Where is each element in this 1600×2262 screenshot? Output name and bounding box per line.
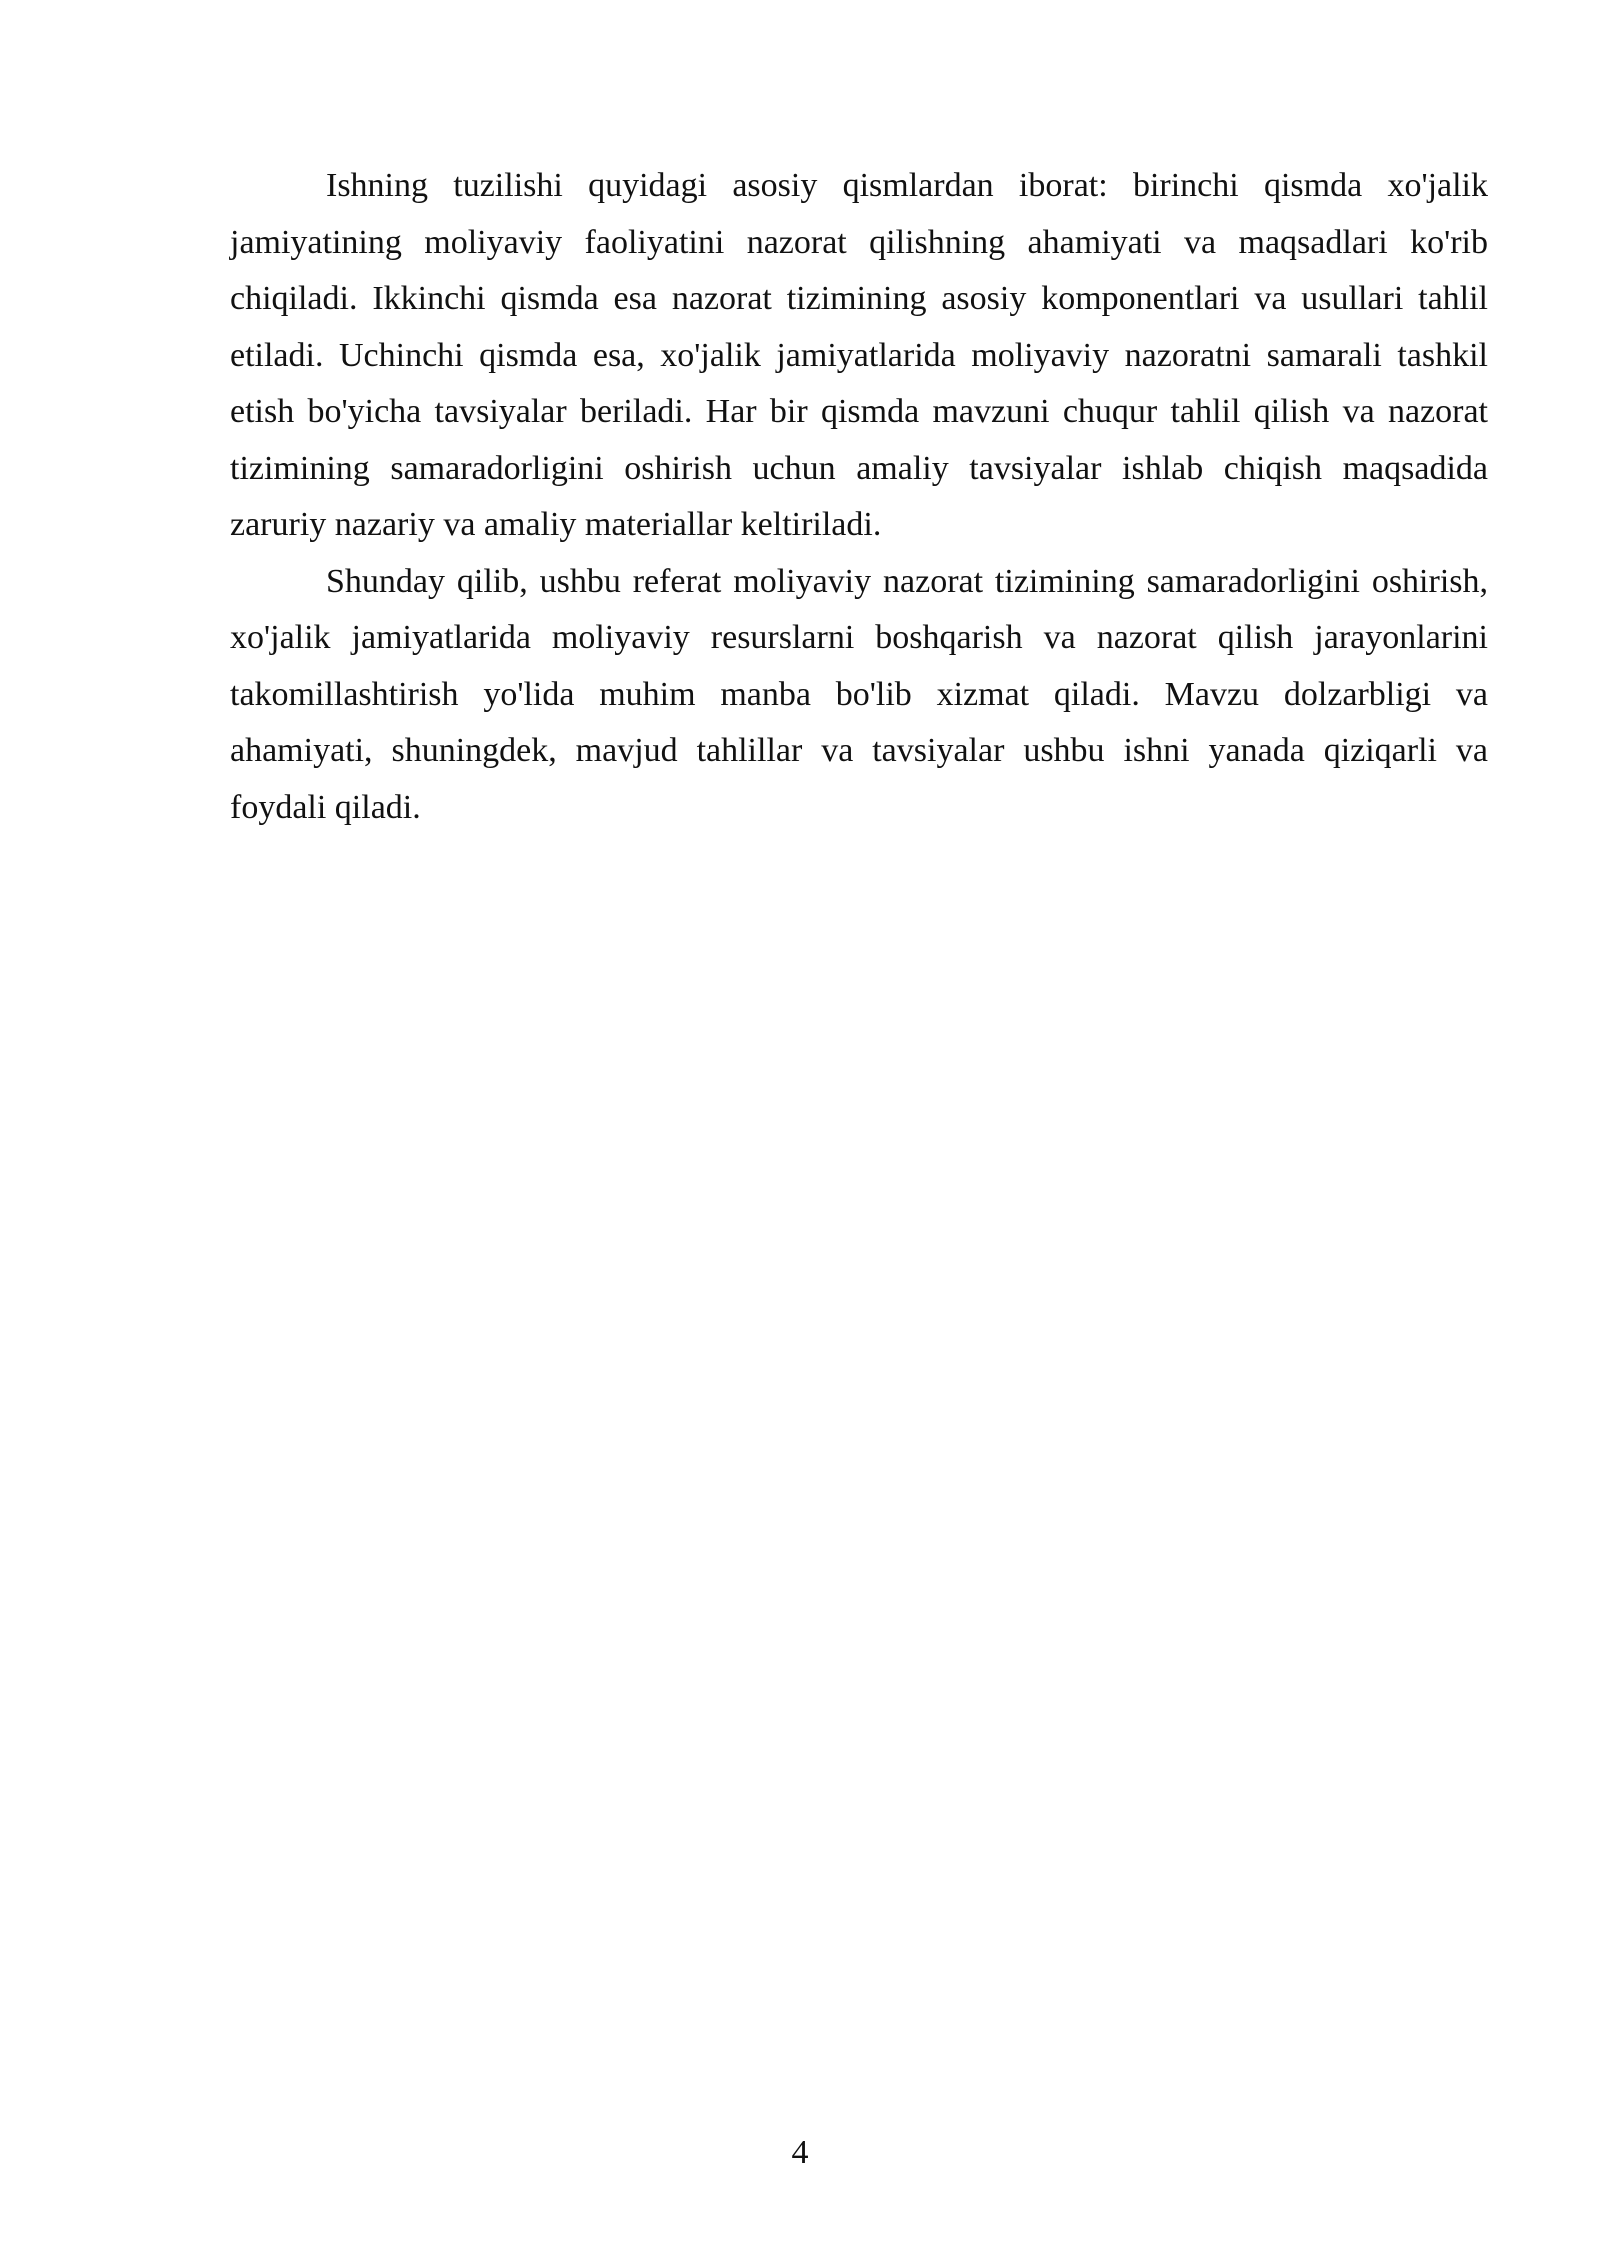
document-body — [230, 158, 1488, 836]
paragraph-structure: Ishning tuzilishi quyidagi asosiy qismlardan iborat: birinchi qismda xo'jalik jamiyatining moliyaviy faoliyatini nazorat qilishning ahamiyati va maqsadlari ko'rib chiqiladi. Ikkinchi qismda esa nazorat tizimining asosiy komponentlari va usullari tahlil etiladi. Uchinchi qismda esa, xo'jalik jamiyatlarida moliyaviy nazoratni samarali tashkil etish bo'yicha tavsiyalar beriladi. Har bir qismda mavzuni chuqur tahlil qilish va nazorat tizimining samaradorligini oshirish uchun amaliy tavsiyalar ishlab chiqish maqsadida zaruriy nazariy va amaliy materiallar keltiriladi. — [230, 167, 1488, 543]
page-number: 4 — [791, 2134, 809, 2171]
paragraph-conclusion: Shunday qilib, ushbu referat moliyaviy nazorat tizimining samaradorligini oshirish, xo'jalik jamiyatlarida moliyaviy resurslarni boshqarish va nazorat qilish jarayonlarini takomillashtirish yo'lida muhim manba bo'lib xizmat qiladi. Mavzu dolzarbligi va ahamiyati, shuningdek, mavjud tahlillar va tavsiyalar ushbu ishni yanada qiziqarli va foydali qiladi. — [230, 562, 1488, 826]
